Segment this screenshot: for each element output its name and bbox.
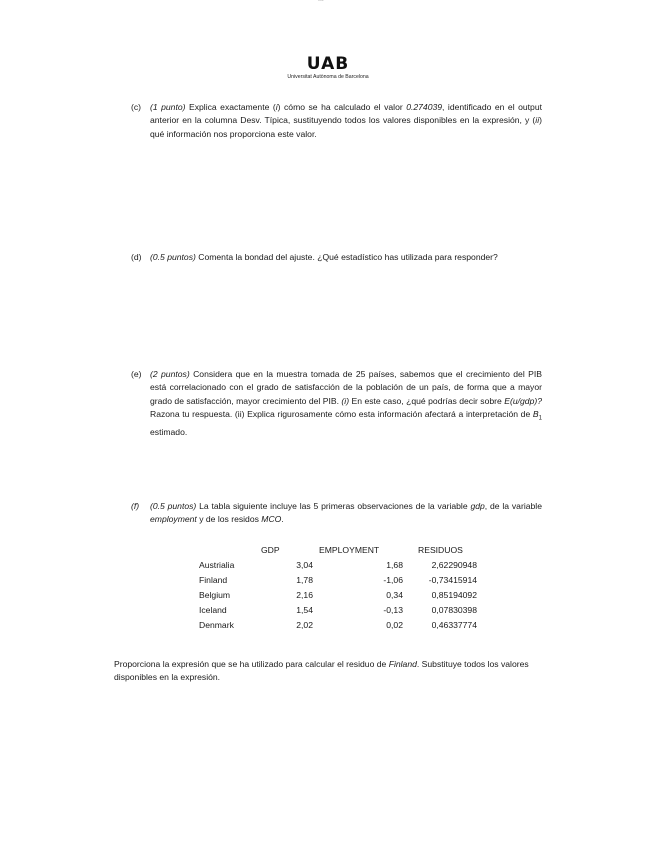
question-c-points: (1 punto) <box>150 102 186 112</box>
table-cell: Iceland <box>199 604 227 615</box>
question-e-beta: B <box>532 409 539 420</box>
question-e-beta-subscript: 1 <box>538 415 542 422</box>
question-c-ii: ii <box>535 115 540 126</box>
table-cell: 0,85194092 <box>431 589 477 600</box>
question-c-text <box>150 101 542 141</box>
question-d-text <box>150 251 542 264</box>
question-e-text-part: Considera que en la muestra tomada de 25 países, sabemos que el crecimiento del PIB está correlacionado con el grado de satisfacción de la población de un país, de forma que a mayor grado de satisfacción, mayor crecimiento del PIB. <box>150 369 542 406</box>
question-e-label: (e) <box>131 369 142 379</box>
question-c-text-part: , identificado en el output anterior en la columna Desv. Típica, sustituyendo todos los valores disponibles en la expresión, y ( <box>150 102 542 126</box>
question-c-text-part: ) cómo se ha calculado el valor <box>277 102 407 112</box>
question-e-text-part: En este caso, ¿qué podrías decir sobre <box>349 395 505 406</box>
question-d <box>131 251 542 264</box>
question-c-value: 0.274039 <box>406 102 443 112</box>
question-f-text-part: . <box>281 514 284 525</box>
closing-text-part: Proporciona la expresión que se ha utilizado para calcular el residuo de <box>114 659 389 669</box>
table-cell: -0,73415914 <box>428 574 477 585</box>
table-cell: -0,13 <box>383 604 403 615</box>
question-e-text <box>150 368 542 440</box>
question-f-text-part: y de los residos <box>196 514 262 525</box>
table-row <box>199 617 477 632</box>
table-cell: 0,34 <box>386 589 403 600</box>
uab-logo-subtitle: Universitat Autònoma de Barcelona <box>287 74 369 80</box>
table-cell: Finland <box>199 574 228 585</box>
question-e-points: (2 puntos) <box>150 369 190 379</box>
question-f-var-mco: MCO <box>261 514 282 525</box>
question-c-i: i <box>275 102 278 112</box>
table-cell: Denmark <box>199 619 234 630</box>
question-f-text-part: La tabla siguiente incluye las 5 primeras observaciones de la variable <box>196 501 471 511</box>
question-f-var-employment: employment <box>150 514 197 525</box>
question-e-i: (i) <box>341 395 350 406</box>
table-cell: 1,78 <box>296 574 313 585</box>
table-row <box>199 572 477 587</box>
uab-logo <box>278 55 378 80</box>
question-d-label: (d) <box>131 252 142 262</box>
question-f-label: (f) <box>131 501 140 511</box>
table-cell: 0,02 <box>386 619 403 630</box>
table-cell: 0,07830398 <box>431 604 477 615</box>
table-cell: 2,16 <box>296 589 313 600</box>
table-row <box>199 557 477 572</box>
table-row <box>199 602 477 617</box>
table-header-cell <box>199 542 261 557</box>
table-cell: -1,06 <box>383 574 403 585</box>
table-header-row <box>199 542 477 557</box>
table-cell: 1,68 <box>386 559 403 570</box>
question-c-label: (c) <box>131 102 142 112</box>
question-e-text-part: Razona tu respuesta. (ii) Explica rigurosamente cómo esta información afectará a interpretación de <box>150 409 533 420</box>
question-c <box>131 101 542 141</box>
question-f-text <box>150 500 542 527</box>
question-e <box>131 368 542 440</box>
table-header-cell: GDP <box>261 544 280 555</box>
closing-instruction <box>114 658 544 685</box>
table-cell: 2,02 <box>296 619 313 630</box>
question-f-text-part: , de la variable <box>484 501 542 511</box>
table-header-cell: RESIDUOS <box>418 544 463 555</box>
question-d-text-part: Comenta la bondad del ajuste. ¿Qué estadístico has utilizada para responder? <box>195 252 498 262</box>
question-f-points: (0.5 puntos) <box>150 501 197 511</box>
observations-table <box>199 542 477 632</box>
table-cell: Austrialia <box>199 559 235 570</box>
closing-country: Finland <box>388 659 417 669</box>
question-c-text-part: Explica exactamente ( <box>185 102 276 112</box>
table-cell: 3,04 <box>296 559 313 570</box>
question-c-text-part: ) qué información nos proporciona este valor. <box>150 115 542 139</box>
question-f-var-gdp: gdp <box>470 501 485 511</box>
table-cell: 0,46337774 <box>431 619 477 630</box>
question-d-points: (0.5 puntos) <box>150 252 196 262</box>
table-row <box>199 587 477 602</box>
table-header-cell: EMPLOYMENT <box>319 544 380 555</box>
table-cell: 2,62290948 <box>431 559 477 570</box>
page-top-mark <box>318 0 324 3</box>
uab-logo-mark: UAB <box>306 54 350 74</box>
question-e-expression: E(u/gdp)? <box>504 395 542 406</box>
table-cell: 1,54 <box>296 604 313 615</box>
question-f <box>131 500 542 527</box>
table-cell: Belgium <box>199 589 231 600</box>
question-e-text-part: estimado. <box>150 427 188 438</box>
closing-text-part: . Substituye todos los valores disponibles en la expresión. <box>114 659 529 683</box>
